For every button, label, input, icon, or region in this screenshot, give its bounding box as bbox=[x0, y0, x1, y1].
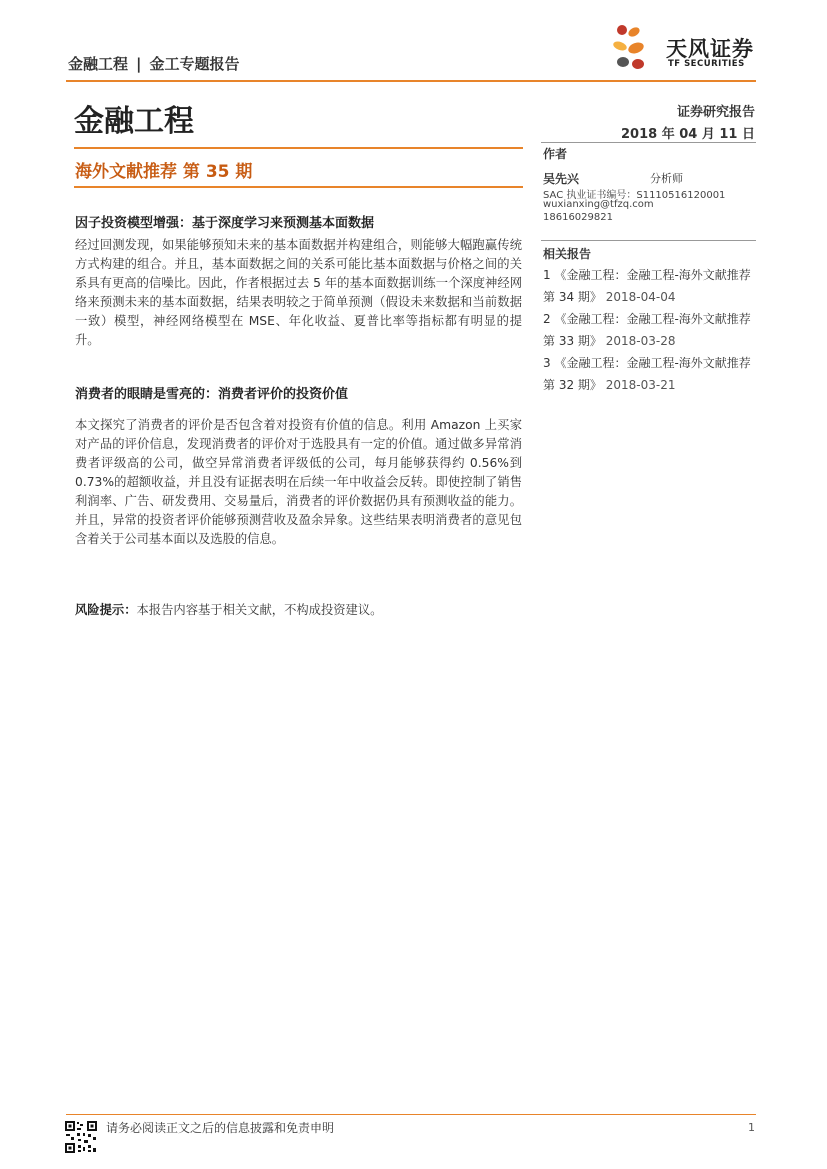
section-2-heading: 消费者的眼睛是雪亮的：消费者评价的投资价值 bbox=[75, 387, 349, 402]
page-number: 1 bbox=[748, 1121, 755, 1134]
footer-rule bbox=[66, 1114, 756, 1115]
related-report-title: 《金融工程：金融工程-海外文献推荐 第 34 期》 bbox=[543, 268, 751, 304]
header-rule bbox=[66, 80, 756, 82]
related-report-date: 2018-03-28 bbox=[605, 334, 676, 348]
logo-sub: TF SECURITIES bbox=[668, 59, 745, 69]
header-breadcrumb bbox=[68, 53, 240, 74]
related-report-title: 《金融工程：金融工程-海外文献推荐 第 32 期》 bbox=[543, 356, 751, 392]
qr-code-icon[interactable] bbox=[64, 1120, 98, 1154]
logo-petal-orange-2 bbox=[627, 41, 645, 56]
section-1-body: 经过回测发现，如果能够预知未来的基本面数据并构建组合，则能够大幅跑赢传统方式构建的组合。并且，基本面数据之间的关系可能比基本面数据与价格之间的关系具有更高的信噪比。因此，作者根据过去 5 年的基本面数据训练一个深度神经网络来预测未来的基本面数据，结果表明较之于简单预测（假设未来数据和当前数据一致）模型，神经网络模型在 MSE、年化收益、夏普比率等指标都有明显的提升。 bbox=[75, 238, 522, 347]
logo-petal-yellow bbox=[612, 40, 628, 52]
related-heading: 相关报告 bbox=[543, 247, 592, 261]
logo-petal-orange-1 bbox=[627, 26, 641, 39]
logo-dot-red bbox=[617, 25, 627, 35]
page-title: 金融工程 bbox=[74, 104, 194, 139]
related-report-date: 2018-03-21 bbox=[605, 378, 676, 392]
report-subtitle: 海外文献推荐 第 35 期 bbox=[75, 162, 253, 182]
footer-disclaimer: 请务必阅读正文之后的信息披露和免责申明 bbox=[106, 1121, 335, 1135]
title-rule-bottom bbox=[74, 186, 523, 188]
report-type: 证券研究报告 bbox=[676, 105, 755, 120]
logo-petal-grey bbox=[617, 57, 629, 67]
author-phone: 18616029821 bbox=[543, 212, 613, 223]
related-report-item[interactable] bbox=[543, 352, 759, 396]
risk-label: 风险提示： bbox=[75, 603, 137, 617]
related-report-index: 3 bbox=[543, 356, 551, 370]
sidebar-rule-related bbox=[541, 240, 756, 241]
header-separator: | bbox=[136, 55, 142, 73]
related-report-item[interactable] bbox=[543, 264, 759, 308]
section-1-heading: 因子投资模型增强：基于深度学习来预测基本面数据 bbox=[75, 216, 375, 231]
author-sac: SAC 执业证书编号：S1110516120001 bbox=[543, 190, 726, 201]
logo-name: 天风证券 bbox=[666, 37, 754, 61]
author-name: 吴先兴 bbox=[543, 172, 580, 186]
related-report-index: 1 bbox=[543, 268, 551, 282]
related-report-index: 2 bbox=[543, 312, 551, 326]
related-report-title: 《金融工程：金融工程-海外文献推荐 第 33 期》 bbox=[543, 312, 751, 348]
report-date: 2018 年 04 月 11 日 bbox=[621, 127, 755, 142]
header-subcategory: 金工专题报告 bbox=[149, 55, 240, 73]
section-2-body: 本文探究了消费者的评价是否包含着对投资有价值的信息。利用 Amazon 上买家对产品的评价信息，发现消费者的评价对于选股具有一定的价值。通过做多异常消费者评级高的公司，做空异常消费者评级低的公司，每月能够获得约 0.56%到 0.73%的超额收益，并且没有证据表明在后续一年中收益会反转。即使控制了销售利润率、广告、研发费用、交易量后，消费者的评价数据仍具有预测收益的能力。并且，异常的投资者评价能够预测营收及盈余异象。这些结果表明消费者的意见包含着关于公司基本面以及选股的信息。 bbox=[75, 418, 522, 546]
header-category: 金融工程 bbox=[68, 55, 129, 73]
logo-petal-red bbox=[632, 59, 644, 69]
sidebar-rule-author bbox=[541, 142, 756, 143]
related-report-date: 2018-04-04 bbox=[605, 290, 676, 304]
author-heading: 作者 bbox=[543, 147, 568, 161]
author-email[interactable]: wuxianxing@tfzq.com bbox=[543, 199, 654, 210]
author-role: 分析师 bbox=[650, 172, 683, 185]
risk-notice bbox=[75, 600, 382, 618]
title-rule-top bbox=[74, 147, 523, 149]
related-report-item[interactable] bbox=[543, 308, 759, 352]
risk-text: 本报告内容基于相关文献，不构成投资建议。 bbox=[136, 603, 383, 617]
